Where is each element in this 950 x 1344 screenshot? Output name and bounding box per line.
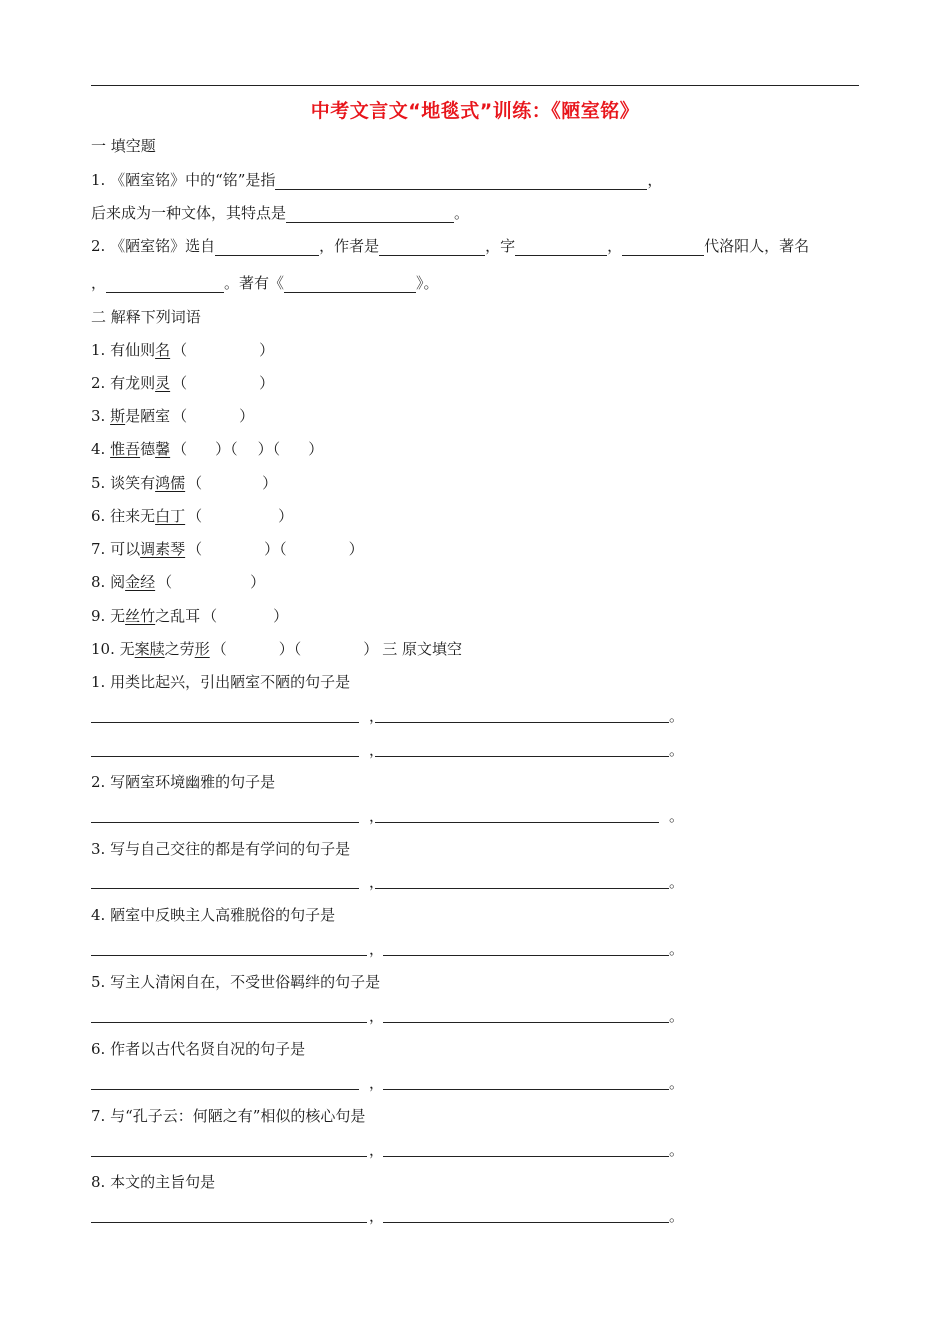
vocab-item-10: 10. 无案牍之劳形 （ ）（ ） 三 原文填空 <box>91 640 463 658</box>
answer-blank[interactable] <box>375 706 669 723</box>
answer-blank[interactable] <box>91 872 359 889</box>
page-title: 中考文言文“地毯式”训练：《陋室铭》 <box>310 100 640 122</box>
top-rule <box>91 85 859 86</box>
q1-line-b: 后来成为一种文体，其特点是 。 <box>91 204 470 222</box>
section1-heading: 一 填空题 <box>91 137 156 155</box>
answer-blank[interactable] <box>375 806 659 823</box>
answer-blank[interactable] <box>91 1006 367 1023</box>
answer-blank[interactable] <box>383 1140 669 1157</box>
vocab-item-5: 5. 谈笑有鸿儒 （ ） <box>91 474 278 492</box>
vocab-item-3: 3. 斯是陋室 （ ） <box>91 407 255 425</box>
answer-blank[interactable] <box>383 1006 669 1023</box>
q2-line-a: 2. 《陋室铭》选自 ，作者是 ，字 ， 代洛阳人，著名 <box>91 237 810 255</box>
q2-line-b: ， 。著有《 》。 <box>91 274 439 292</box>
recite-q3: 3. 写与自己交往的都是有学问的句子是 <box>91 840 351 858</box>
answer-blank[interactable] <box>91 1206 367 1223</box>
recite-q7: 7. 与“孔子云：何陋之有”相似的核心句是 <box>91 1107 366 1125</box>
vocab-item-8: 8. 阅金经 （ ） <box>91 573 266 591</box>
vocab-item-7: 7. 可以调素琴 （ ）（ ） <box>91 540 364 558</box>
answer-blank[interactable] <box>91 806 359 823</box>
vocab-item-4: 4. 惟吾德馨 （ ）（ ）（ ） <box>91 440 324 458</box>
vocab-item-1: 1. 有仙则名 （ ） <box>91 341 275 359</box>
answer-blank[interactable] <box>91 706 359 723</box>
answer-blank[interactable] <box>375 872 669 889</box>
recite-q1: 1. 用类比起兴，引出陋室不陋的句子是 <box>91 673 351 691</box>
q2-blank-1[interactable] <box>215 239 319 256</box>
vocab-item-6: 6. 往来无白丁 （ ） <box>91 507 294 525</box>
answer-blank[interactable] <box>383 1073 669 1090</box>
q2-blank-2[interactable] <box>379 239 485 256</box>
vocab-item-9: 9. 无丝竹之乱耳 （ ） <box>91 607 289 625</box>
q2-blank-3[interactable] <box>515 239 607 256</box>
recite-q4: 4. 陋室中反映主人高雅脱俗的句子是 <box>91 906 336 924</box>
q1-blank-1[interactable] <box>275 173 647 190</box>
answer-blank[interactable] <box>91 939 367 956</box>
vocab-item-2: 2. 有龙则灵 （ ） <box>91 374 275 392</box>
section3-heading: 三 原文填空 <box>382 640 463 658</box>
answer-blank[interactable] <box>91 740 359 757</box>
q2-blank-4[interactable] <box>622 239 704 256</box>
recite-q5: 5. 写主人清闲自在，不受世俗羁绊的句子是 <box>91 973 381 991</box>
recite-q6: 6. 作者以古代名贤自况的句子是 <box>91 1040 306 1058</box>
q1-blank-2[interactable] <box>286 206 454 223</box>
q2-blank-5[interactable] <box>106 276 224 293</box>
q2-blank-6[interactable] <box>284 276 416 293</box>
answer-blank[interactable] <box>91 1140 367 1157</box>
answer-blank[interactable] <box>383 939 669 956</box>
q1-line-a: 1. 《陋室铭》中的“铭”是指 ， <box>91 171 663 189</box>
answer-blank[interactable] <box>91 1073 359 1090</box>
answer-blank[interactable] <box>383 1206 669 1223</box>
recite-q8: 8. 本文的主旨句是 <box>91 1173 216 1191</box>
answer-blank[interactable] <box>375 740 669 757</box>
section2-heading: 二 解释下列词语 <box>91 308 201 326</box>
recite-q2: 2. 写陋室环境幽雅的句子是 <box>91 773 276 791</box>
